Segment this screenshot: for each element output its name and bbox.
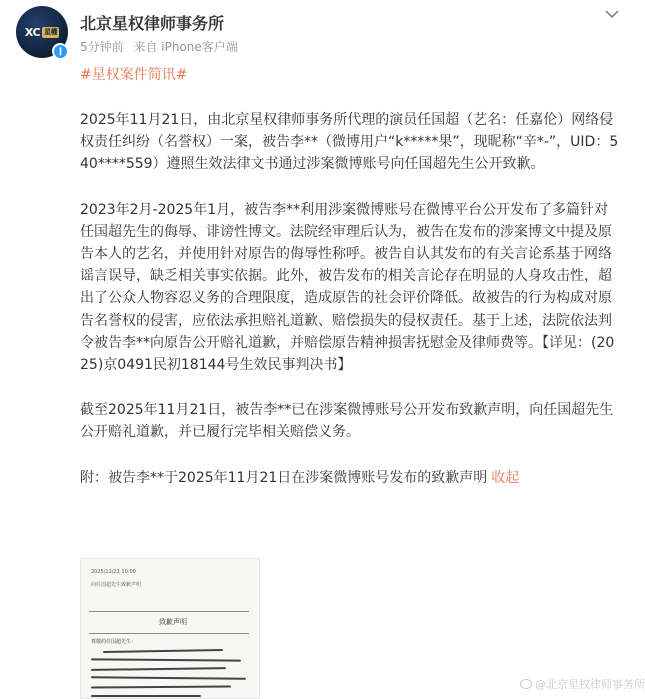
attachment-image[interactable]: [80, 558, 260, 699]
post-paragraph: 截至2025年11月21日，被告李**已在涉案微博账号公开发布致歉声明，向任国超先生公开赔礼道歉，并已履行完毕相关赔偿义务。: [80, 402, 614, 441]
post-meta: [80, 38, 244, 55]
hashtag-link[interactable]: #星权案件简讯#: [80, 67, 188, 83]
doc-greeting: 尊敬的任国超先生：: [91, 639, 137, 645]
post-paragraph: 2023年2月-2025年1月，被告李**利用涉案微博账号在微博平台公开发布了多篇针对任国超先生的侮辱、诽谤性博文。法院经审理后认为，被告在发布的涉案博文中提及原告本人的艺名，并使用针对原告的侮辱性称呼。被告自认其发布的有关言论系基于网络谣言误导，缺乏相关事实依据。此外，被告发布的相关言论存在明显的人身攻击性，超出了公众人物容忍义务的合理限度，造成原告的社会评价降低。故被告的行为构成对原告名誉权的侵害，应依法承担赔礼道歉、赔偿损失的侵权责任。基于上述，法院依法判令被告李**向原告公开赔礼道歉，并赔偿原告精神损害抚慰金及律师费等。【详见：(2025)京0491民初18144号生效民事判决书】: [80, 201, 615, 374]
avatar-logo-text: XC: [24, 25, 41, 39]
avatar-logo-mark: 星權: [44, 27, 58, 36]
avatar-logo: [22, 25, 62, 39]
post-time[interactable]: 5分钟前: [80, 40, 124, 54]
post-body: [80, 64, 620, 489]
post-source: 来自 iPhone客户端: [133, 40, 238, 54]
post-header: [0, 0, 631, 66]
verified-badge-icon: [52, 43, 68, 59]
watermark-text: @北京星权律师事务所: [535, 678, 645, 691]
doc-to-line: 向任国超先生致歉声明: [91, 582, 142, 588]
doc-title: 致歉声明: [159, 618, 187, 626]
author-name[interactable]: 北京星权律师事务所: [80, 14, 225, 33]
post-paragraph: 2025年11月21日，由北京星权律师事务所代理的演员任国超（艺名：任嘉伦）网络侵权责任纠纷（名誉权）一案，被告李**（微博用户“k*****果”，现昵称“辛*-”，UID：540****559）遵照生效法律文书通过涉案微博账号向任国超先生公开致歉。: [80, 112, 619, 173]
attachment-note-text: 附：被告李**于2025年11月21日在涉案微博账号发布的致歉声明: [80, 469, 488, 486]
post-paragraph-attachment-note: [80, 467, 620, 489]
weibo-logo-icon: [520, 679, 532, 689]
chevron-down-icon[interactable]: [600, 4, 624, 24]
collapse-link[interactable]: 收起: [491, 469, 520, 486]
watermark: [520, 676, 645, 692]
doc-date-line: 2025/11/21 10:00: [91, 569, 136, 575]
